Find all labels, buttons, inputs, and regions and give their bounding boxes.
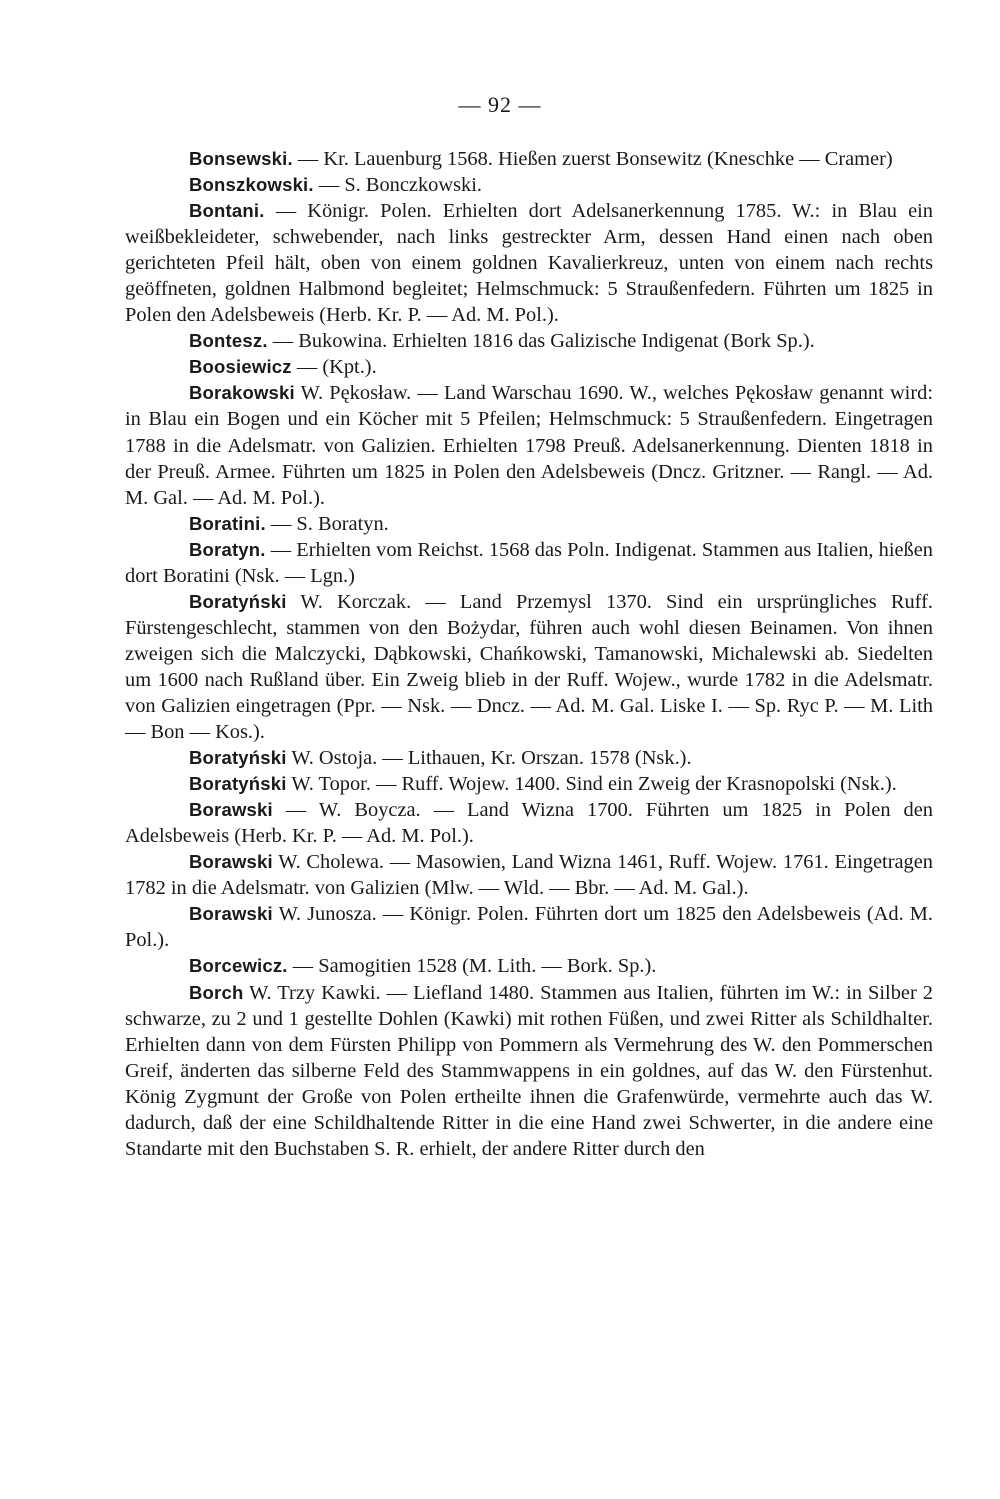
entry-text: W. Topor. — Ruff. Wojew. 1400. Sind ein Zweig der Krasnopolski (Nsk.). (286, 773, 897, 796)
entry-head: Borakowski (189, 382, 295, 404)
entry-list (125, 146, 933, 1162)
entry-head: Boratyński (189, 773, 287, 795)
entry-text: — Erhielten vom Reichst. 1568 das Poln. Indigenat. Stammen aus Italien, hießen dort Boratini (Nsk. — Lgn.) (125, 538, 933, 587)
entry (125, 901, 933, 953)
entry-text: W. Trzy Kawki. — Liefland 1480. Stammen aus Italien, führten im W.: in Silber 2 schwarze, zu 2 und 1 gestellte Dohlen (Kawki) mit rothen Füßen, und zwei Ritter als Schildhalter. Erhielten dann von dem Fürsten Philipp von Pommern als Vermehrung des W. den Pommerschen Greif, änderten das silberne Feld des Stammwappens in ein goldnes, auf das W. den Fürstenhut. König Zygmunt der Große von Polen ertheilte ihnen die Grafenwürde, vermehrte auch das W. dadurch, daß der eine Schildhaltende Ritter in die eine Hand zwei Schwerter, in die andere eine Standarte mit den Buchstaben S. R. erhielt, der andere Ritter durch den (125, 981, 933, 1160)
entry-head: Borawski (189, 851, 273, 873)
entry (125, 589, 933, 745)
entry-head: Borawski (189, 799, 273, 821)
entry-text: W. Pękosław. — Land Warschau 1690. W., welches Pękosław genannt wird: in Blau ein Bogen und ein Köcher mit 5 Pfeilen; Helmschmuck: 5 Straußenfedern. Eingetragen 1788 in die Adelsmatr. von Galizien. Erhielten 1798 Preuß. Adelsanerkennung. Dienten 1818 in der Preuß. Armee. Führten um 1825 in Polen den Adelsbeweis (Dncz. Gritzner. — Rangl. — Ad. M. Gal. — Ad. M. Pol.). (125, 382, 933, 509)
entry-text: — Samogitien 1528 (M. Lith. — Bork. Sp.). (287, 955, 657, 978)
entry-text: — Kr. Lauenburg 1568. Hießen zuerst Bonsewitz (Kneschke — Cramer) (292, 148, 893, 170)
entry-head: Boratyński (189, 747, 287, 769)
entry (125, 172, 933, 198)
entry-text: W. Junosza. — Königr. Polen. Führten dort um 1825 den Adelsbeweis (Ad. M. Pol.). (125, 903, 933, 952)
entry-text: — S. Boratyn. (265, 512, 389, 535)
entry-head: Bontani. (189, 200, 265, 222)
entry (125, 146, 933, 172)
entry-head: Boosiewicz (189, 356, 292, 378)
entry-text: — Königr. Polen. Erhielten dort Adelsanerkennung 1785. W.: in Blau ein weißbekleideter, schwebender, nach links gestreckter Arm, dessen Hand einen nach oben gerichteten Pfeil hält, oben von einem goldnen Kavalierkreuz, unten von einem nach rechts geöffneten, goldnen Halbmond begleitet; Helmschmuck: 5 Straußenfedern. Führten um 1825 in Polen den Adelsbeweis (Herb. Kr. P. — Ad. M. Pol.). (125, 200, 933, 327)
entry (125, 953, 933, 979)
entry-head: Boratyn. (189, 538, 266, 560)
entry-text: — W. Boycza. — Land Wizna 1700. Führten um 1825 in Polen den Adelsbeweis (Herb. Kr. P. — Ad. M. Pol.). (125, 799, 933, 848)
entry (125, 511, 933, 537)
entry-head: Borch (189, 981, 244, 1003)
entry-head: Bonsewski. (189, 148, 293, 169)
entry (125, 354, 933, 380)
entry-head: Bonszkowski. (189, 174, 314, 196)
entry-head: Borawski (189, 903, 273, 925)
entry-text: W. Ostoja. — Lithauen, Kr. Orszan. 1578 (Nsk.). (286, 747, 692, 770)
entry (125, 198, 933, 328)
entry (125, 537, 933, 589)
entry-text: W. Korczak. — Land Przemysl 1370. Sind ein ursprüngliches Ruff. Fürstengeschlecht, stammen von den Bożydar, führen auch wohl diesen Beinamen. Von ihnen zweigen sich die Malczycki, Dąbkowski, Chańkowski, Tamanowski, Michalewski ab. Siedelten um 1600 nach Rußland über. Ein Zweig blieb in der Ruff. Wojew., wurde 1782 in die Adelsmatr. von Galizien eingetragen (Ppr. — Nsk. — Dncz. — Ad. M. Gal. Liske I. — Sp. Ryc P. — M. Lith — Bon — Kos.). (125, 590, 933, 744)
entry (125, 980, 933, 1162)
entry-head: Boratyński (189, 590, 287, 612)
page-number: — 92 — (458, 92, 542, 117)
entry-head: Borcewicz. (189, 955, 288, 977)
entry-text: — S. Bonczkowski. (313, 174, 482, 197)
entry-text: — (Kpt.). (291, 356, 377, 379)
entry-head: Bontesz. (189, 330, 268, 352)
entry (125, 328, 933, 354)
entry (125, 797, 933, 849)
entry (125, 849, 933, 901)
entry-text: — Bukowina. Erhielten 1816 das Galizische Indigenat (Bork Sp.). (267, 330, 815, 353)
entry-head: Boratini. (189, 512, 266, 534)
entry (125, 771, 933, 797)
entry (125, 745, 933, 771)
entry (125, 380, 933, 510)
entry-text: W. Cholewa. — Masowien, Land Wizna 1461, Ruff. Wojew. 1761. Eingetragen 1782 in die Adelsmatr. von Galizien (Mlw. — Wld. — Bbr. — Ad. M. Gal.). (125, 851, 933, 900)
